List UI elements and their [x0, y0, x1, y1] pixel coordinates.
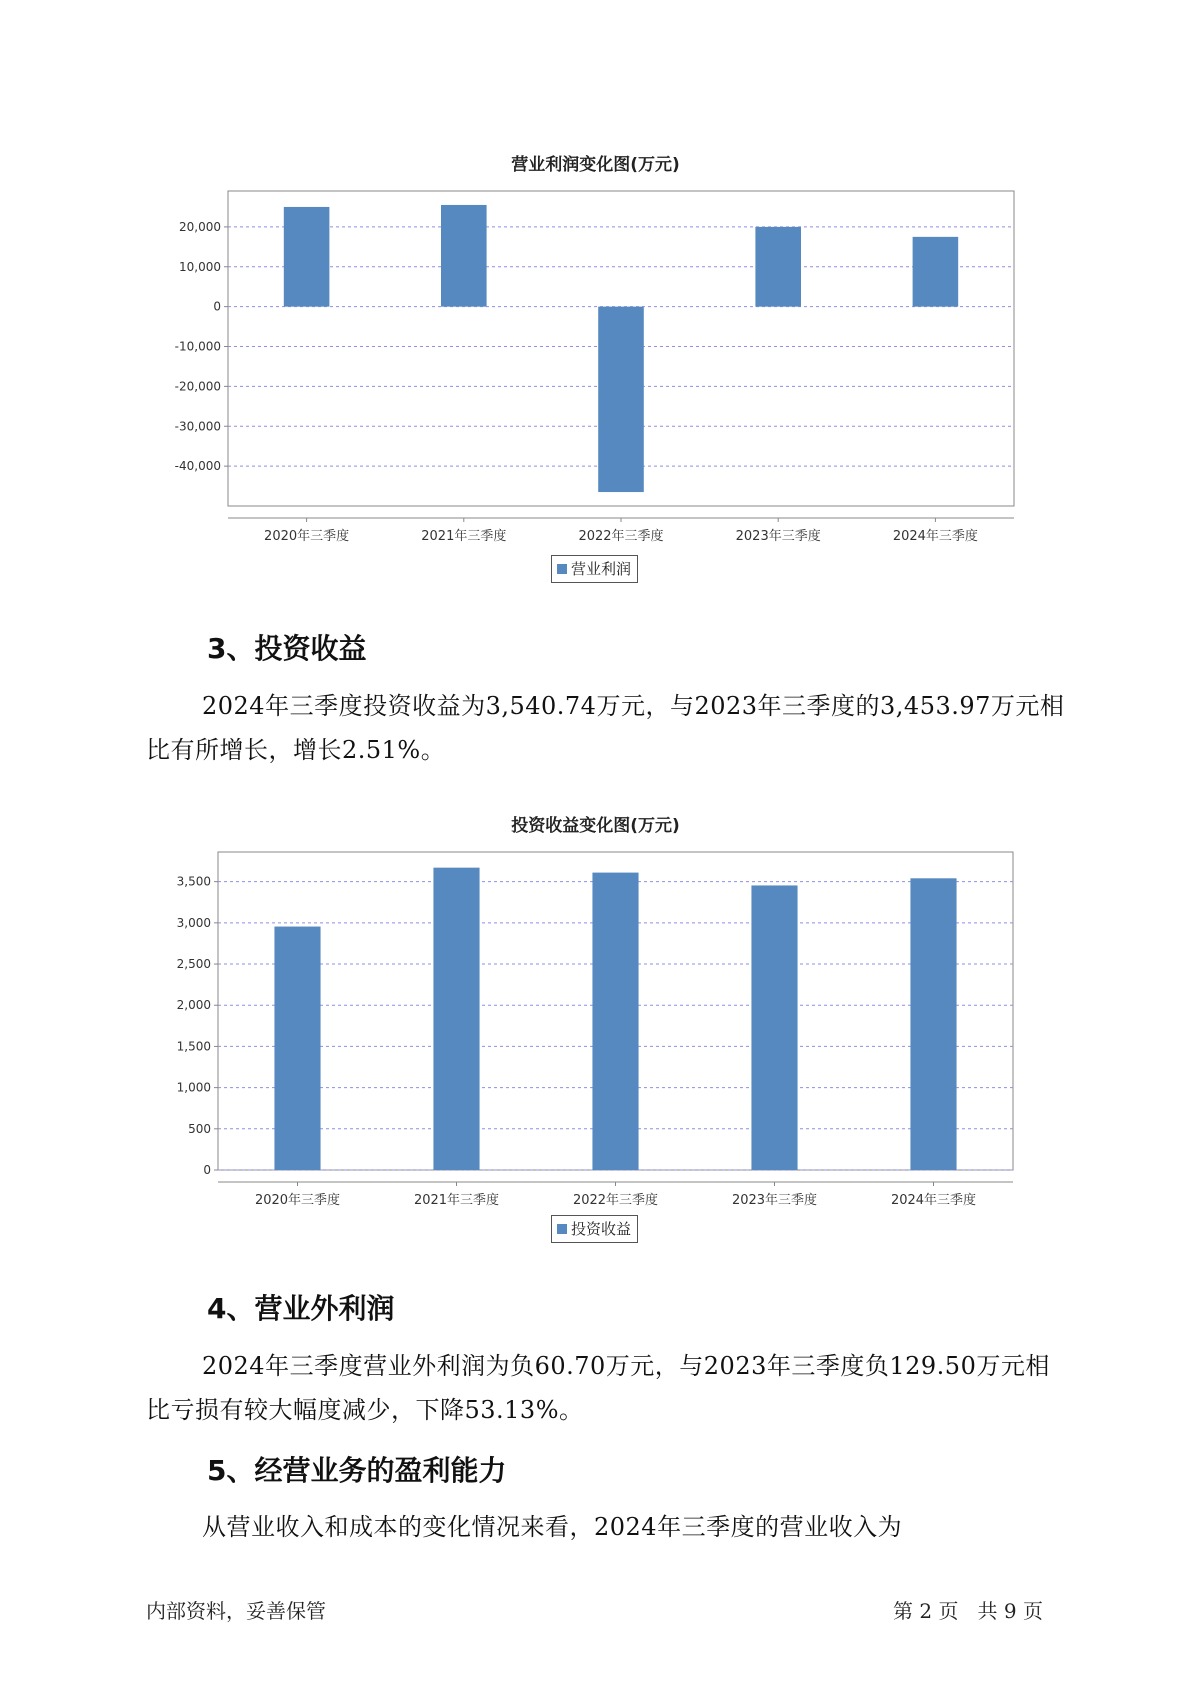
x-tick-label: 2020年三季度	[254, 1193, 341, 1208]
x-tick-label: 2022年三季度	[578, 529, 664, 544]
x-tick-label: 2022年三季度	[572, 1193, 659, 1208]
x-tick-label: 2021年三季度	[421, 529, 507, 544]
section5-heading: 5、经营业务的盈利能力	[207, 1454, 507, 1487]
x-tick-label: 2023年三季度	[731, 1193, 818, 1208]
bar	[274, 927, 320, 1170]
y-tick-label: -20,000	[174, 379, 221, 394]
y-tick-label: -10,000	[174, 339, 221, 354]
chart2-legend-label: 投资收益	[571, 1220, 632, 1238]
footer-page-number: 第 2 页 共 9 页	[893, 1599, 1043, 1623]
section4-paragraph: 2024年三季度营业外利润为负60.70万元，与2023年三季度负129.50万元相比亏损有较大幅度减少，下降53.13%。	[146, 1352, 1050, 1424]
chart1-legend-label: 营业利润	[571, 560, 632, 578]
chart1-title: 营业利润变化图(万元)	[511, 155, 680, 175]
section5-paragraph: 从营业收入和成本的变化情况来看，2024年三季度的营业收入为	[202, 1513, 903, 1541]
y-tick-label: 20,000	[179, 219, 221, 234]
x-tick-label: 2020年三季度	[264, 529, 350, 544]
chart2-title: 投资收益变化图(万元)	[511, 816, 680, 836]
y-tick-label: 1,000	[176, 1080, 211, 1095]
footer-confidential-note: 内部资料，妥善保管	[146, 1599, 326, 1623]
y-tick-label: 0	[203, 1163, 211, 1177]
section3-paragraph: 2024年三季度投资收益为3,540.74万元，与2023年三季度的3,453.97万元相比有所增长，增长2.51%。	[146, 692, 1065, 764]
y-tick-label: 10,000	[179, 259, 221, 274]
section3-heading: 3、投资收益	[207, 632, 367, 665]
y-tick-label: 500	[188, 1121, 211, 1136]
y-tick-label: -40,000	[174, 459, 221, 474]
bar	[433, 868, 479, 1170]
y-tick-label: 1,500	[176, 1039, 211, 1054]
chart2-legend	[551, 1215, 638, 1243]
bar	[751, 885, 797, 1170]
x-tick-label: 2024年三季度	[892, 529, 978, 544]
x-tick-label: 2021年三季度	[413, 1193, 500, 1208]
y-tick-label: 2,000	[176, 998, 211, 1013]
y-tick-label: -30,000	[174, 419, 221, 434]
y-tick-label: 3,000	[176, 915, 211, 930]
bar	[592, 873, 638, 1170]
x-tick-label: 2024年三季度	[890, 1193, 977, 1208]
bar	[910, 878, 956, 1170]
x-tick-label: 2023年三季度	[735, 529, 821, 544]
legend-swatch	[557, 1224, 567, 1234]
y-tick-label: 0	[213, 299, 221, 314]
y-tick-label: 3,500	[176, 874, 211, 889]
y-tick-label: 2,500	[176, 957, 211, 972]
section4-heading: 4、营业外利润	[207, 1292, 395, 1325]
